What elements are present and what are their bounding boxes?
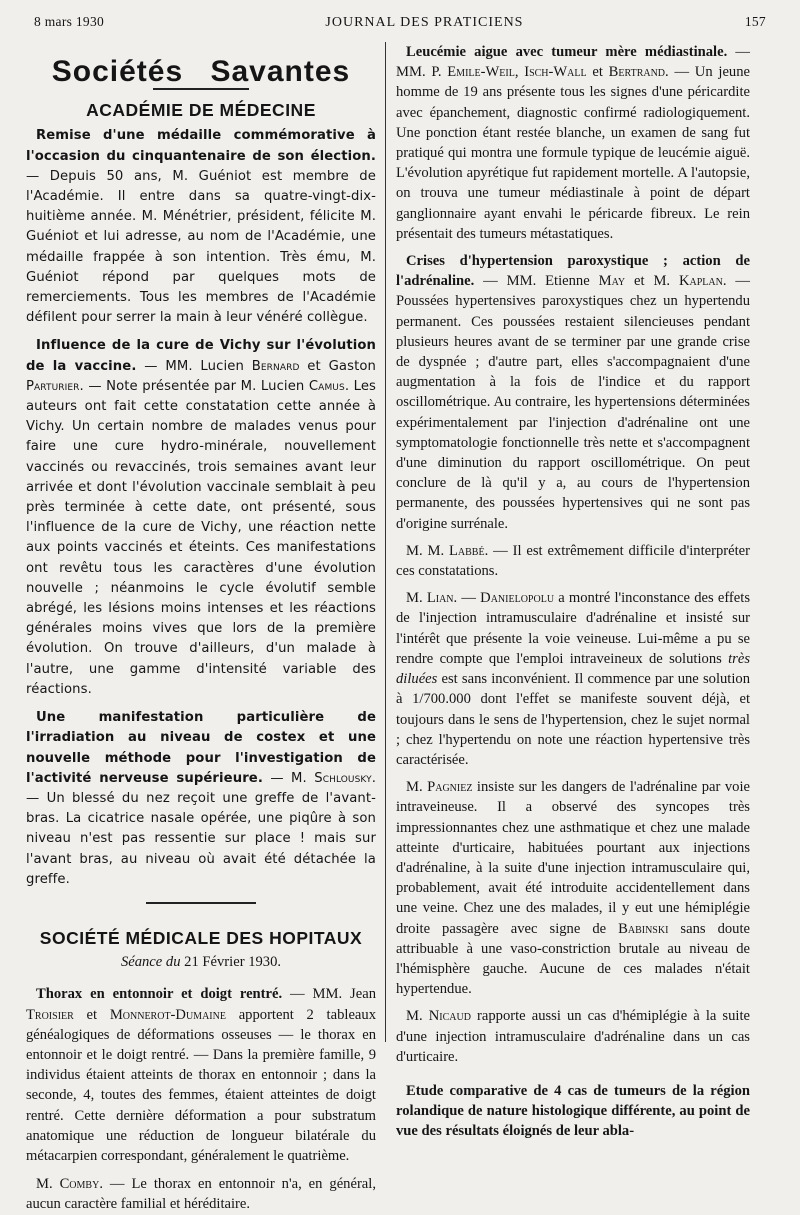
left-column: [26, 42, 376, 1213]
article-body: . — Un blessé du nez reçoit une greffe de l'avant-bras. La cicatrice nasale opérée, une piqûre à son niveau n'est pas ressentie sur place ! mais sur l'avant bras, au niveau où avait été détachée la greffe.: [26, 770, 376, 887]
article-body: . —: [453, 590, 481, 607]
article-body: . — Note présentée par M. Lucien: [79, 378, 309, 394]
article-hypertension: [396, 251, 750, 534]
article-body: a montré l'inconstance des effets de l'injection intramusculaire d'adrénaline et insisté sur l'intérêt que présente la voie veineuse. Lui-même a pu se rendre compte que l'emploi intraveineux de solutions: [396, 590, 750, 667]
article-body: rapporte aussi un cas d'hémiplégie à la suite d'une injection intramusculaire d'adrénaline dans un cas d'urticaire.: [396, 1008, 750, 1065]
article-body: sans doute attribuable à une vaso-constriction brutale au niveau de l'hémisphère gauche. Aucune de ces malades n'était hypertendue.: [396, 920, 750, 998]
author-name: Nicaud: [428, 1008, 471, 1025]
article-body: — MM. Lucien: [136, 358, 252, 374]
session-date: [26, 952, 376, 972]
article-body: M. M.: [406, 542, 449, 559]
author-name: Labbé: [449, 542, 485, 559]
comment-nicaud: [396, 1006, 750, 1067]
society-heading: SOCIÉTÉ MÉDICALE DES HOPITAUX: [39, 927, 363, 948]
article-body: et: [586, 64, 609, 81]
author-name: Schlousky: [314, 770, 372, 786]
author-name: Isch-Wall: [524, 64, 587, 81]
article-body: . Les auteurs ont fait cette constatation cette année à Vichy. Un certain nombre de malades venus pour faire une cure hydro-minérale, nouvellement vaccinés ou revaccinés, trois semaines avant leur arrivée et dont l'évolution vaccinale semblait à peu près terminée à cette date, ont présenté, sous l'influence de la cure de Vichy, une réaction nette aux points vaccinés et éteints. Ces manifestations ont revêtu tous les caractères d'une évolution nouvelle ; néanmoins le cycle évolutif semble abrégé, les lésions moins intenses et les réactions générales moins vives que lors de la première évolution. On trouve d'ailleurs, d'un malade à l'autre, une gamme d'intensité variable des réactions.: [26, 378, 376, 697]
article-body: — MM. P.: [396, 44, 750, 81]
article-body: M.: [36, 1176, 60, 1193]
title-underline: [153, 88, 249, 90]
article-body: — M.: [262, 770, 315, 786]
article-leucemie: [396, 42, 750, 244]
author-name: Danielopolu: [480, 590, 555, 607]
author-name: Parturier: [26, 378, 80, 394]
author-name: Pagniez: [427, 779, 473, 796]
article-body: . — Le thorax en entonnoir n'a, en général, aucun caractère familial et héréditaire.: [26, 1176, 376, 1213]
article-body: et M.: [625, 273, 679, 290]
article-medal: [26, 126, 376, 328]
academy-heading: ACADÉMIE DE MÉDECINE: [86, 100, 316, 121]
section-divider: [146, 902, 256, 904]
page-number: 157: [744, 14, 766, 29]
article-body: apportent 2 tableaux généalogiques de déformations osseuses — le thorax en entonnoir et le doigt rentré. — Dans la première famille, 9 individus étaient atteints de thorax en entonnoir ; dans la seconde, 4, toutes des femmes, étaient atteintes de doigt rentré. Cette dernière déformation a pour substratum anatomique une réduction de longueur bilatérale du métacarpien correspondant, généralement le quatrième.: [26, 1006, 376, 1164]
author-name: Emile-Weil: [447, 64, 515, 81]
article-heading: Thorax en entonnoir et doigt rentré.: [36, 986, 283, 1003]
session-date-value: 21 Février 1930.: [184, 954, 282, 971]
article-irradiation: [26, 708, 376, 890]
article-heading: Remise d'une médaille commémorative à l'occasion du cinquantenaire de son élection.: [26, 128, 376, 164]
article-body: — MM. Etienne: [474, 273, 599, 290]
right-column: [396, 42, 750, 1140]
author-name: Camus: [308, 378, 345, 394]
article-tumeurs: [396, 1081, 750, 1142]
emphasis-text: très diluées: [396, 650, 750, 688]
article-heading: Crises d'hypertension paroxystique ; action de l'adrénaline.: [396, 253, 750, 290]
journal-title: JOURNAL DES PRATICIENS: [325, 15, 524, 30]
author-name: Bertrand: [608, 64, 666, 81]
comment-comby: [26, 1174, 376, 1214]
article-body: M.: [406, 590, 427, 607]
section-title: Sociétés Savantes: [51, 55, 351, 88]
comment-pagniez: [396, 777, 750, 999]
author-name: Comby: [59, 1176, 100, 1193]
article-body: M.: [406, 779, 428, 796]
article-thorax: [26, 984, 376, 1166]
article-heading: Etude comparative de 4 cas de tumeurs de la région rolandique de nature histologique différente, au point de vue des résultats éloignés de leur abla-: [396, 1082, 750, 1140]
session-label: Séance du: [120, 954, 181, 971]
author-name: May: [598, 273, 626, 290]
author-name: Lian: [426, 590, 454, 607]
article-body: et: [73, 1006, 110, 1023]
comment-labbe: [396, 541, 750, 581]
article-body: — MM. Jean: [282, 986, 376, 1003]
article-body: est sans inconvénient. Il commence par une solution à 1/700.000 dont l'effet se manifeste souvent déjà, et toujours dans le sens de l'hypertension, chez le sujet normal ; chez l'hypertendu on note une réaction hypertensive très caractérisée.: [396, 671, 750, 768]
header-date: 8 mars 1930: [34, 14, 105, 29]
article-vichy: [26, 336, 376, 700]
article-heading: Une manifestation particulière de l'irradiation au niveau de costex et une nouvelle méthode pour l'investigation de l'activité nerveuse supérieure.: [26, 710, 376, 786]
article-body: . — Poussées hypertensives paroxystiques chez un hypertendu permanent. Ces poussées restaient silencieuses pendant plusieurs heures avant de se terminer par une grande crise de dyspnée ; d'autre part, elles s'accompagnaient d'une augmentation à la fois de l'indice et du rapport oscillométrique. Au contraire, les hypertensions déterminées expérimentalement par l'injection d'adrénaline ont une symptomatologie fonctionnelle très nette et s'accompagnent d'une diminution du rapport oscillométrique. On peut conclure de là qu'il y a, au cours de l'hypertension permanente, des poussées hypertensives qui ne sont pas d'origine surrénale.: [396, 273, 750, 532]
author-name: Troisier: [26, 1006, 74, 1023]
page-header: [34, 14, 766, 36]
author-name: Bernard: [251, 358, 300, 374]
article-body: insiste sur les dangers de l'adrénaline par voie intraveineuse. Il a observé des syncopes très impressionnantes chez une asthmatique et chez une malade atteinte d'urticaire, habituées pourtant aux injections d'adrénaline, à la suite d'une injection intramusculaire qui, probablement, avait été introduite accidentellement dans une veine. Chez une des malades, il y eut une hémiplégie droite passagère avec signe de: [396, 779, 750, 937]
article-body: . — Un jeune homme de 19 ans présente tous les signes d'une péricardite avec épanchement, diagnostic confirmé radiologiquement. Une ponction étant restée blanche, un examen de sang fut pratiqué qui montra une formule typique de leucémie aiguë. L'évolution apyrétique fut rapidement mortelle. A l'autopsie, on trouva une tumeur médiastinale à point de départ ganglionnaire ayant envahi le péricarde fibreux. Le rein présentait des tumeurs métastatiques.: [396, 64, 750, 242]
article-body: et Gaston: [299, 358, 376, 374]
article-heading: Influence de la cure de Vichy sur l'évolution de la vaccine.: [26, 338, 376, 374]
article-body: — Depuis 50 ans, M. Guéniot est membre de l'Académie. Il entre dans sa quatre-vingt-dix-huitième année. M. Ménétrier, président, félicite M. Guéniot et lui adresse, au nom de l'Académie, une médaille frappée à son intention. Très ému, M. Guéniot répond par quelques mots de remerciements. Tous les membres de l'Académie défilent pour serrer la main à leur vénéré collègue.: [26, 168, 376, 326]
comment-lian: [396, 588, 750, 770]
author-name: Monnerot-Dumaine: [109, 1006, 226, 1023]
author-name: Kaplan: [678, 273, 723, 290]
article-body: . — Il est extrêmement difficile d'interpréter ces constatations.: [396, 542, 750, 580]
column-divider: [385, 42, 386, 1042]
article-body: M.: [406, 1008, 429, 1025]
author-name: Babinski: [618, 920, 669, 937]
article-body: ,: [514, 64, 525, 81]
article-heading: Leucémie aigue avec tumeur mère médiastinale.: [406, 44, 728, 60]
